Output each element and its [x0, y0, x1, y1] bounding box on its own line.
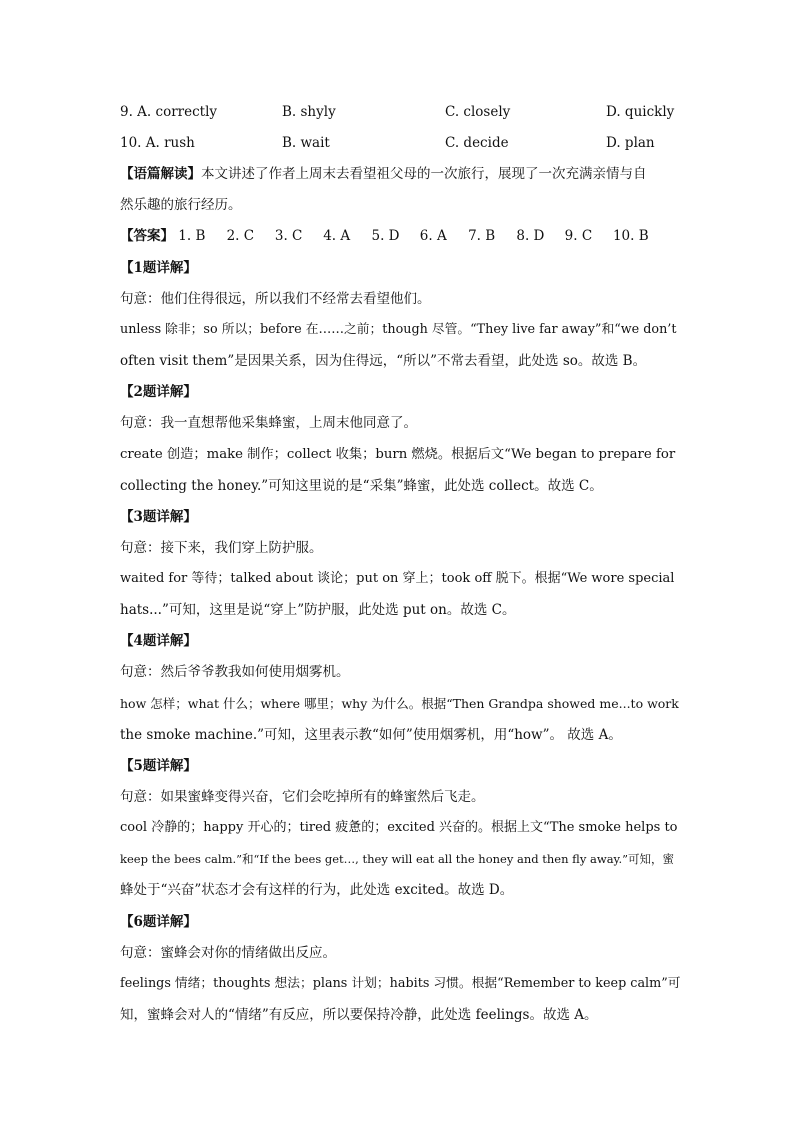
analysis-text-1: 本文讲述了作者上周末去看望祖父母的一次旅行，展现了一次充满亲情与自 [201, 166, 647, 182]
answer-item: 6. A [419, 228, 447, 244]
detail-3-line-1: 句意：接下来，我们穿上防护服。 [120, 540, 323, 556]
detail-3-heading: 【3题详解】 [120, 509, 197, 525]
answer-item: 1. B [178, 228, 206, 244]
detail-2-line-1: 句意：我一直想帮他采集蜂蜜，上周末他同意了。 [120, 415, 417, 431]
answer-item: 2. C [226, 228, 255, 244]
q10-option-d: D. plan [606, 135, 655, 151]
answer-item: 7. B [468, 228, 496, 244]
answer-item: 9. C [564, 228, 593, 244]
detail-1-heading: 【1题详解】 [120, 260, 197, 276]
detail-1-line-3: often visit them”是因果关系，因为住得远，“所以”不常去看望，此处选 so。故选 B。 [120, 353, 647, 369]
q9-option-c: C. closely [445, 104, 511, 120]
analysis-line-1 [120, 164, 680, 184]
analysis-line-2: 然乐趣的旅行经历。 [120, 197, 242, 213]
detail-2-line-2: create 创造；make 制作；collect 收集；burn 燃烧。根据后文“We began to prepare for [120, 447, 676, 462]
analysis-title: 【语篇解读】 [120, 166, 201, 182]
answer-item: 5. D [371, 228, 400, 244]
answer-item: 4. A [323, 228, 351, 244]
answers-row [120, 226, 649, 246]
q10-option-c: C. decide [445, 135, 509, 151]
answer-item: 10. B [612, 228, 649, 244]
detail-6-line-1: 句意：蜜蜂会对你的情绪做出反应。 [120, 945, 336, 961]
detail-6-line-2: feelings 情绪；thoughts 想法；plans 计划；habits 习惯。根据“Remember to keep calm”可 [120, 976, 681, 991]
detail-5-heading: 【5题详解】 [120, 758, 197, 774]
detail-5-line-1: 句意：如果蜜蜂变得兴奋，它们会吃掉所有的蜂蜜然后飞走。 [120, 789, 485, 805]
answer-item: 8. D [516, 228, 545, 244]
detail-1-line-2: unless 除非；so 所以；before 在……之前；though 尽管。“They live far away”和“we don’t [120, 322, 677, 337]
q10-option-b: B. wait [282, 135, 330, 151]
detail-3-line-3: hats...”可知，这里是说“穿上”防护服，此处选 put on。故选 C。 [120, 602, 516, 618]
q9-option-a: 9. A. correctly [120, 104, 218, 120]
detail-4-line-2: how 怎样；what 什么；where 哪里；why 为什么。根据“Then Grandpa showed me...to work [120, 696, 679, 711]
answer-item: 3. C [274, 228, 303, 244]
detail-4-heading: 【4题详解】 [120, 633, 197, 649]
q9-option-d: D. quickly [606, 104, 675, 120]
answers-label: 【答案】 [120, 228, 174, 244]
detail-3-line-2: waited for 等待；talked about 谈论；put on 穿上；took off 脱下。根据“We wore special [120, 571, 675, 586]
detail-5-line-4: 蜂处于“兴奋”状态才会有这样的行为，此处选 excited。故选 D。 [120, 882, 514, 898]
detail-4-line-3: the smoke machine.”可知，这里表示教“如何”使用烟雾机，用“how”。 故选 A。 [120, 727, 622, 743]
detail-2-heading: 【2题详解】 [120, 384, 197, 400]
q9-option-b: B. shyly [282, 104, 336, 120]
detail-6-heading: 【6题详解】 [120, 914, 197, 930]
detail-1-line-1: 句意：他们住得很远，所以我们不经常去看望他们。 [120, 291, 431, 307]
detail-4-line-1: 句意：然后爷爷教我如何使用烟雾机。 [120, 664, 350, 680]
detail-5-line-3: keep the bees calm.”和“If the bees get…, they will eat all the honey and then fly away.”可知，蜜 [120, 852, 675, 866]
q10-option-a: 10. A. rush [120, 135, 195, 151]
detail-5-line-2: cool 冷静的；happy 开心的；tired 疲惫的；excited 兴奋的。根据上文“The smoke helps to [120, 820, 678, 835]
detail-2-line-3: collecting the honey.”可知这里说的是“采集”蜂蜜，此处选 collect。故选 C。 [120, 478, 603, 494]
detail-6-line-3: 知，蜜蜂会对人的“情绪”有反应，所以要保持冷静，此处选 feelings。故选 A。 [120, 1007, 598, 1023]
